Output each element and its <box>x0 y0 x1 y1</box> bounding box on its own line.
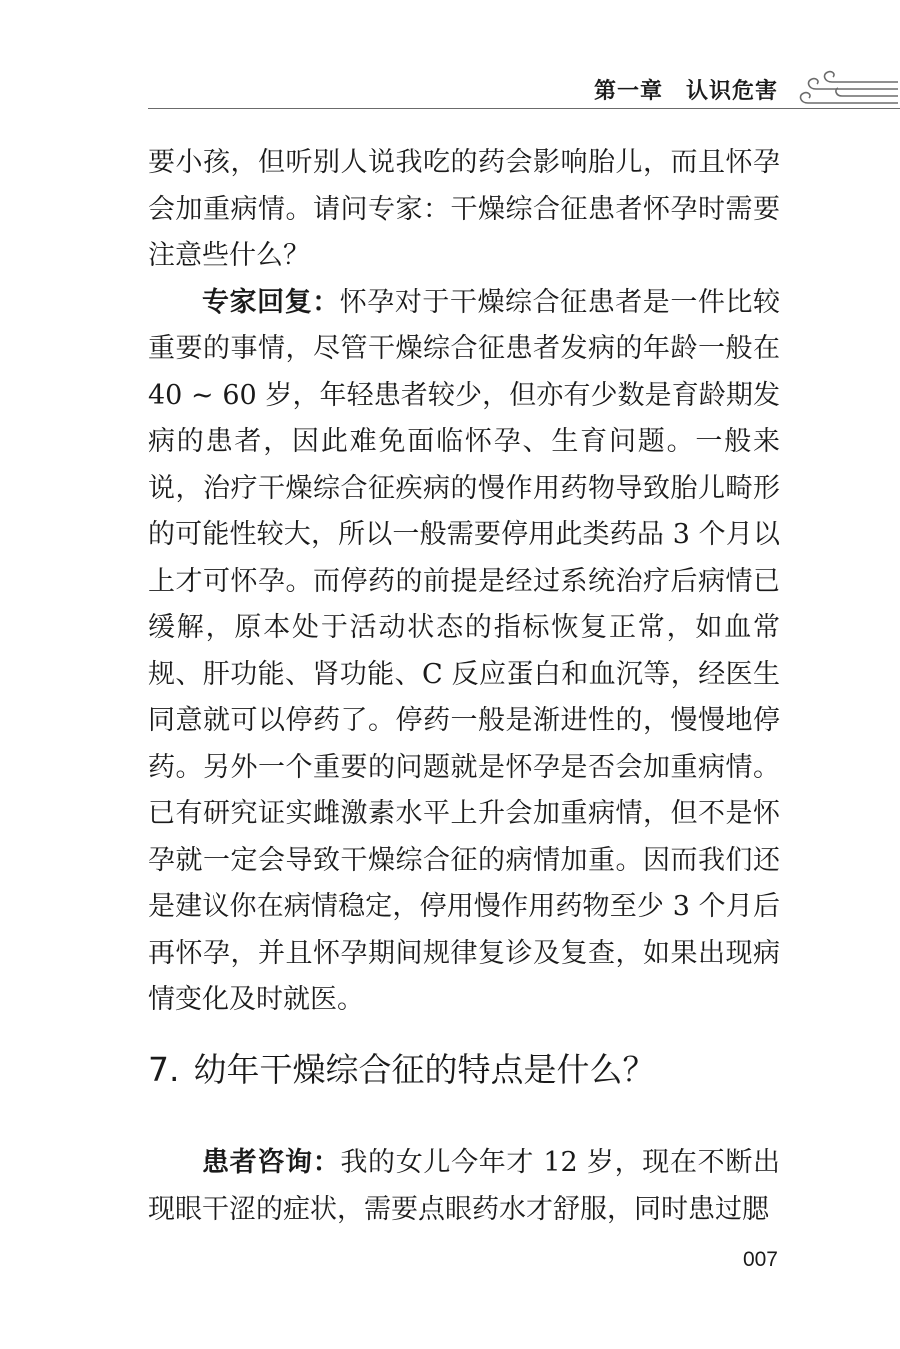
page-number: 007 <box>742 1248 778 1271</box>
consult-text: 我的女儿今年才 12 岁，现在不断出现眼干涩的症状，需要点眼药水才舒服，同时患过腮 <box>148 1147 780 1225</box>
question-continuation: 要小孩，但听别人说我吃的药会影响胎儿，而且怀孕会加重病情。请问专家：干燥综合征患者怀孕时需要注意些什么？ <box>148 147 780 271</box>
section-heading <box>148 1045 848 1095</box>
expert-reply-text: 怀孕对于干燥综合征患者是一件比较重要的事情，尽管干燥综合征患者发病的年龄一般在 40 ~ 60 岁，年轻患者较少，但亦有少数是育龄期发病的患者，因此难免面临怀孕、生育问题。一般来说，治疗干燥综合征疾病的慢作用药物导致胎儿畸形的可能性较大，所以一般需要停用此类药品 3 个月以上才可怀孕。而停药的前提是经过系统治疗后病情已缓解，原本处于活动状态的指标恢复正常，如血常规、肝功能、肾功能、C 反应蛋白和血沉等，经医生同意就可以停药了。停药一般是渐进性的，慢慢地停药。另外一个重要的问题就是怀孕是否会加重病情。已有研究证实雌激素水平上升会加重病情，但不是怀孕就一定会导致干燥综合征的病情加重。因而我们还是建议你在病情稳定，停用慢作用药物至少 3 个月后再怀孕，并且怀孕期间规律复诊及复查，如果出现病情变化及时就医。 <box>148 286 780 1015</box>
expert-reply-label: 专家回复： <box>202 286 340 318</box>
section-title: 幼年干燥综合征的特点是什么？ <box>193 1050 656 1089</box>
section-number: 7. <box>148 1050 180 1089</box>
consult-paragraph <box>148 1140 780 1233</box>
expert-reply-paragraph <box>148 280 780 1024</box>
patient-consult <box>148 1140 780 1233</box>
article-body <box>148 140 780 1024</box>
running-header <box>148 60 900 120</box>
cloud-ornament-icon <box>780 68 900 114</box>
consult-label: 患者咨询： <box>202 1147 341 1178</box>
chapter-title: 第一章 认识危害 <box>593 78 778 104</box>
